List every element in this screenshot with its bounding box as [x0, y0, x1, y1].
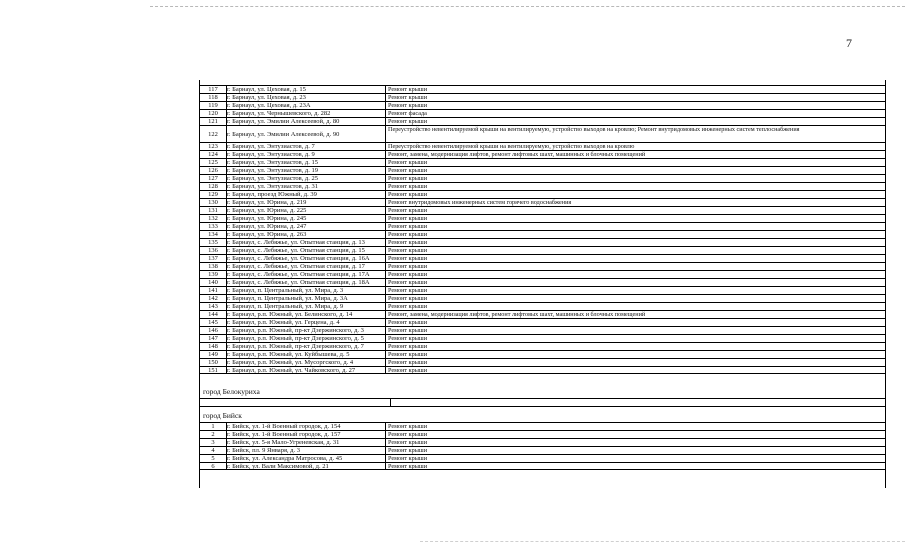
- row-number: 150: [200, 359, 227, 366]
- row-work-type: Ремонт фасада: [388, 110, 427, 117]
- row-address: г. Бийск, ул. 1-й Военный городок, д. 154: [227, 423, 386, 430]
- table-row: [200, 166, 885, 174]
- table-row: [200, 93, 885, 101]
- table-row: [200, 254, 885, 262]
- table-row: [200, 238, 885, 246]
- row-address: г. Барнаул, проезд Южный, д. 39: [227, 191, 386, 198]
- table-row: [200, 125, 885, 142]
- row-address: г. Барнаул, р.п. Южный, пр-кт Дзержинского, д. 7: [227, 343, 386, 350]
- row-number: 134: [200, 231, 227, 238]
- row-work-type: Ремонт крыши: [388, 255, 428, 262]
- table-row: [200, 358, 885, 366]
- table-row: [200, 454, 885, 462]
- row-work-type: Ремонт крыши: [388, 159, 428, 166]
- row-number: 121: [200, 118, 227, 125]
- row-work-type: Ремонт крыши: [388, 223, 428, 230]
- table-row: [200, 109, 885, 117]
- table-row: [200, 206, 885, 214]
- row-number: 122: [200, 126, 227, 142]
- row-work-type: Ремонт крыши: [388, 295, 428, 302]
- row-number: 142: [200, 295, 227, 302]
- row-work-type: Ремонт, замена, модернизация лифтов, ремонт лифтовых шахт, машинных и блочных помещений: [388, 311, 646, 318]
- row-work-type: Ремонт крыши: [388, 102, 428, 109]
- table-row: [200, 350, 885, 358]
- row-work-type: Ремонт крыши: [388, 367, 428, 373]
- row-address: г. Барнаул, ул. Эмилии Алексеевой, д. 90: [227, 126, 386, 142]
- row-number: 2: [200, 431, 227, 438]
- row-work-type: Ремонт крыши: [388, 303, 428, 310]
- row-address: г. Барнаул, с. Лебяжье, ул. Опытная станция, д. 16А: [227, 255, 386, 262]
- row-address: г. Бийск, ул. 5-я Мало-Угреневская, д. 31: [227, 439, 386, 446]
- row-work-type: Ремонт крыши: [388, 279, 428, 286]
- table-row: [200, 430, 885, 438]
- row-address: г. Бийск, ул. Александра Матросова, д. 45: [227, 455, 386, 462]
- row-number: 149: [200, 351, 227, 358]
- row-work-type: Ремонт крыши: [388, 263, 428, 270]
- table-row: [200, 438, 885, 446]
- table-row: [200, 446, 885, 454]
- row-address: г. Барнаул, р.п. Южный, ул. Мусоргского, д. 4: [227, 359, 386, 366]
- row-work-type: Ремонт крыши: [388, 423, 428, 430]
- row-number: 130: [200, 199, 227, 206]
- row-number: 118: [200, 94, 227, 101]
- empty-row: [200, 398, 885, 407]
- table-row: [200, 182, 885, 190]
- row-address: г. Барнаул, р.п. Южный, ул. Куйбышева, д. 5: [227, 351, 386, 358]
- row-work-type: Ремонт крыши: [388, 463, 428, 469]
- row-work-type: Ремонт крыши: [388, 327, 428, 334]
- row-address: г. Барнаул, ул. Цеховая, д. 15: [227, 86, 386, 93]
- table-row: [200, 310, 885, 318]
- table-row: [200, 462, 885, 470]
- row-number: 143: [200, 303, 227, 310]
- table-row: [200, 174, 885, 182]
- row-number: 126: [200, 167, 227, 174]
- row-address: г. Бийск, ул. 1-й Военный городок, д. 157: [227, 431, 386, 438]
- table-row: [200, 334, 885, 342]
- table-row: [200, 302, 885, 310]
- row-address: г. Барнаул, ул. Энтузиастов, д. 19: [227, 167, 386, 174]
- row-work-type: Ремонт крыши: [388, 271, 428, 278]
- row-work-type: Ремонт крыши: [388, 118, 428, 125]
- table-row: [200, 150, 885, 158]
- row-address: г. Барнаул, р.п. Южный, пр-кт Дзержинского, д. 5: [227, 335, 386, 342]
- row-number: 137: [200, 255, 227, 262]
- row-number: 146: [200, 327, 227, 334]
- row-number: 136: [200, 247, 227, 254]
- row-work-type: Ремонт внутридомовых инженерных систем горячего водоснабжения: [388, 199, 572, 206]
- row-address: г. Барнаул, с. Лебяжье, ул. Опытная станция, д. 18А: [227, 279, 386, 286]
- row-work-type: Ремонт крыши: [388, 455, 428, 462]
- table-row: [200, 101, 885, 109]
- row-work-type: Переустройство невентилируемой крыши на вентилируемую, устройство выходов на кровлю; Ремонт внутридомовых инженерных систем теплоснабжения: [388, 126, 800, 133]
- row-work-type: Ремонт крыши: [388, 431, 428, 438]
- row-work-type: Переустройство невентилируемой крыши на вентилируемую, устройство выходов на кровлю: [388, 143, 635, 150]
- row-address: г. Барнаул, ул. Юрина, д. 245: [227, 215, 386, 222]
- row-address: г. Барнаул, с. Лебяжье, ул. Опытная станция, д. 17А: [227, 271, 386, 278]
- table-row: [200, 366, 885, 374]
- table-row: [200, 278, 885, 286]
- page-number: 7: [846, 36, 852, 50]
- row-number: 138: [200, 263, 227, 270]
- row-address: г. Бийск, ул. Вали Максимовой, д. 21: [227, 463, 386, 469]
- row-number: 133: [200, 223, 227, 230]
- row-address: г. Барнаул, ул. Энтузиастов, д. 7: [227, 143, 386, 150]
- table-row: [200, 230, 885, 238]
- row-number: 1: [200, 423, 227, 430]
- section-header-biysk: город Бийск: [203, 411, 242, 420]
- row-address: г. Барнаул, п. Центральный, ул. Мира, д. 3А: [227, 295, 386, 302]
- row-address: г. Барнаул, ул. Энтузиастов, д. 31: [227, 183, 386, 190]
- row-number: 123: [200, 143, 227, 150]
- row-number: 128: [200, 183, 227, 190]
- row-address: г. Барнаул, р.п. Южный, ул. Герцена, д. 4: [227, 319, 386, 326]
- row-work-type: Ремонт крыши: [388, 215, 428, 222]
- row-address: г. Барнаул, ул. Цеховая, д. 23: [227, 94, 386, 101]
- table-row: [200, 342, 885, 350]
- row-address: г. Барнаул, с. Лебяжье, ул. Опытная станция, д. 17: [227, 263, 386, 270]
- row-work-type: Ремонт крыши: [388, 175, 428, 182]
- row-number: 144: [200, 311, 227, 318]
- table-row: [200, 262, 885, 270]
- table-row: [200, 85, 885, 93]
- row-address: г. Барнаул, ул. Чернышевского, д. 282: [227, 110, 386, 117]
- row-work-type: Ремонт крыши: [388, 287, 428, 294]
- row-address: г. Барнаул, р.п. Южный, пр-кт Дзержинского, д. 3: [227, 327, 386, 334]
- row-number: 145: [200, 319, 227, 326]
- table-row: [200, 318, 885, 326]
- row-address: г. Барнаул, ул. Энтузиастов, д. 9: [227, 151, 386, 158]
- row-address: г. Барнаул, р.п. Южный, ул. Белинского, д. 14: [227, 311, 386, 318]
- row-address: г. Барнаул, ул. Юрина, д. 247: [227, 223, 386, 230]
- row-address: г. Бийск, пл. 9 Января, д. 3: [227, 447, 386, 454]
- row-address: г. Барнаул, ул. Юрина, д. 263: [227, 231, 386, 238]
- table-row: [200, 214, 885, 222]
- row-work-type: Ремонт крыши: [388, 343, 428, 350]
- row-work-type: Ремонт крыши: [388, 207, 428, 214]
- scan-artifact-top: [150, 6, 905, 7]
- row-number: 151: [200, 367, 227, 373]
- row-number: 147: [200, 335, 227, 342]
- row-address: г. Барнаул, п. Центральный, ул. Мира, д. 3: [227, 287, 386, 294]
- scan-artifact-bottom: [420, 541, 905, 542]
- table-row: [200, 246, 885, 254]
- row-work-type: Ремонт крыши: [388, 359, 428, 366]
- table-row: [200, 158, 885, 166]
- row-work-type: Ремонт крыши: [388, 335, 428, 342]
- table-row: [200, 286, 885, 294]
- row-number: 4: [200, 447, 227, 454]
- row-number: 6: [200, 463, 227, 469]
- row-address: г. Барнаул, с. Лебяжье, ул. Опытная станция, д. 15: [227, 247, 386, 254]
- row-number: 3: [200, 439, 227, 446]
- row-work-type: Ремонт крыши: [388, 191, 428, 198]
- row-number: 120: [200, 110, 227, 117]
- table-row: [200, 117, 885, 125]
- row-work-type: Ремонт крыши: [388, 439, 428, 446]
- table-row: [200, 190, 885, 198]
- row-work-type: Ремонт крыши: [388, 247, 428, 254]
- row-number: 119: [200, 102, 227, 109]
- row-address: г. Барнаул, ул. Эмилии Алексеевой, д. 80: [227, 118, 386, 125]
- row-number: 139: [200, 271, 227, 278]
- row-work-type: Ремонт крыши: [388, 351, 428, 358]
- row-work-type: Ремонт крыши: [388, 231, 428, 238]
- row-number: 127: [200, 175, 227, 182]
- table-row: [200, 326, 885, 334]
- row-address: г. Барнаул, ул. Юрина, д. 219: [227, 199, 386, 206]
- row-address: г. Барнаул, ул. Энтузиастов, д. 25: [227, 175, 386, 182]
- row-work-type: Ремонт крыши: [388, 94, 428, 101]
- row-work-type: Ремонт крыши: [388, 183, 428, 190]
- document-table: [199, 80, 886, 488]
- row-number: 117: [200, 86, 227, 93]
- row-number: 5: [200, 455, 227, 462]
- row-address: г. Барнаул, р.п. Южный, ул. Чайковского, д. 27: [227, 367, 386, 373]
- row-number: 124: [200, 151, 227, 158]
- row-address: г. Барнаул, с. Лебяжье, ул. Опытная станция, д. 13: [227, 239, 386, 246]
- row-number: 140: [200, 279, 227, 286]
- table-row: [200, 294, 885, 302]
- row-work-type: Ремонт, замена, модернизация лифтов, ремонт лифтовых шахт, машинных и блочных помещений: [388, 151, 646, 158]
- row-address: г. Барнаул, ул. Юрина, д. 225: [227, 207, 386, 214]
- row-address: г. Барнаул, п. Центральный, ул. Мира, д. 9: [227, 303, 386, 310]
- row-number: 148: [200, 343, 227, 350]
- section-header-belokurikha: город Белокуриха: [203, 387, 260, 396]
- row-work-type: Ремонт крыши: [388, 167, 428, 174]
- row-number: 132: [200, 215, 227, 222]
- table-row: [200, 222, 885, 230]
- row-number: 129: [200, 191, 227, 198]
- row-number: 141: [200, 287, 227, 294]
- row-address: г. Барнаул, ул. Цеховая, д. 23А: [227, 102, 386, 109]
- table-row: [200, 142, 885, 150]
- table-row: [200, 270, 885, 278]
- table-row: [200, 198, 885, 206]
- row-number: 131: [200, 207, 227, 214]
- row-work-type: Ремонт крыши: [388, 86, 428, 93]
- row-work-type: Ремонт крыши: [388, 319, 428, 326]
- row-number: 125: [200, 159, 227, 166]
- row-address: г. Барнаул, ул. Энтузиастов, д. 15: [227, 159, 386, 166]
- row-number: 135: [200, 239, 227, 246]
- row-work-type: Ремонт крыши: [388, 239, 428, 246]
- row-work-type: Ремонт крыши: [388, 447, 428, 454]
- table-row: [200, 422, 885, 430]
